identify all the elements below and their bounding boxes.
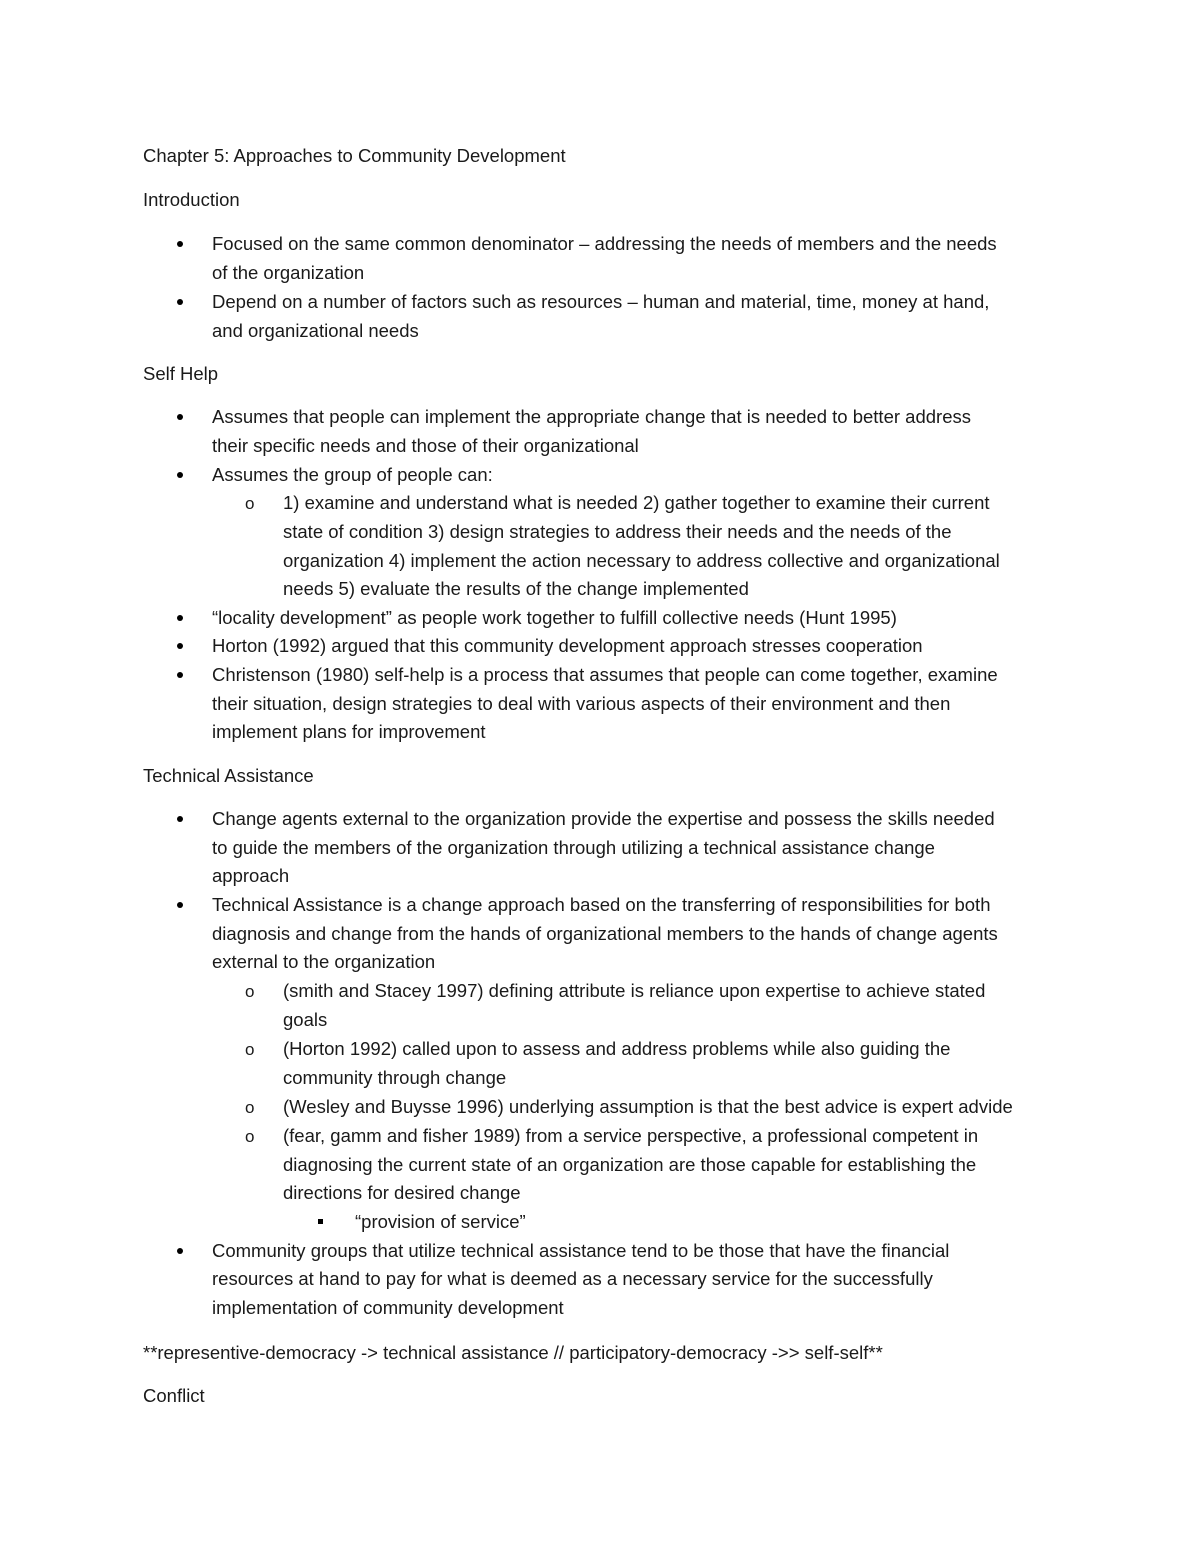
bullet-circle: o bbox=[245, 1098, 255, 1117]
summary-note: **representive-democracy -> technical assistance // participatory-democracy ->> self-self** bbox=[143, 1342, 883, 1363]
bullet-disc bbox=[177, 472, 183, 478]
bullet-circle: o bbox=[245, 982, 255, 1001]
document-page: Chapter 5: Approaches to Community Development Introduction Focused on the same common denominator – addressing the needs of members and the needs of the organization Depend on a number of factors such as resources – human and material, time, money at hand, and organizational needs Self Help Assumes that people can implement the appropriate change that is needed to better address their specific needs and those of their organizational Assumes the group of people can: o 1) examine and understand what is needed 2) gather together to examine their current state of condition 3) design strategies to address their needs and the needs of the organization 4) implement the action necessary to address collective and organizational needs 5) evaluate the results of the change implemented “locality development” as people work together to fulfill collective needs (Hunt 1995) Horton (1992) argued that this community development approach stresses cooperation Christenson (1980) self-help is a process that assumes that people can come together, examine their situation, design strategies to deal with various aspects of their environment and then implement plans for improvement Technical Assistance Change agents external to the organization provide the expertise and possess the skills needed to guide the members of the organization through utilizing a technical assistance change approach Technical Assistance is a change approach based on the transferring of responsibilities for both diagnosis and change from the hands of organizational members to the hands of change agents external to the organization o (smith and Stacey 1997) defining attribute is reliance upon expertise to achieve stated goals o (Horton 1992) called upon to assess and address problems while also guiding the community through change o (Wesley and Buysse 1996) underlying assumption is that the best advice is expert advide o (fear, gamm and fisher 1989) from a service perspective, a professional competent in diagnosing the current state of an organization are those capable for establishing the directions for desired change “provision of service” Community groups that utilize technical assistance tend to be those that have the financial resources at hand to pay for what is deemed as a necessary service for the successfully implementation of community development **representive-democracy -> technical assistance // participatory-democracy ->> self-self** Conflict bbox=[143, 145, 1013, 1406]
bullet-disc bbox=[177, 902, 183, 908]
bullet-disc bbox=[177, 241, 183, 247]
bullet-circle: o bbox=[245, 1127, 255, 1146]
section-heading-technical-assistance: Technical Assistance bbox=[143, 765, 314, 786]
section-heading-introduction: Introduction bbox=[143, 189, 240, 210]
bullet-disc bbox=[177, 615, 183, 621]
bullet-circle: o bbox=[245, 494, 255, 513]
bullet-circle: o bbox=[245, 1040, 255, 1059]
page-title: Chapter 5: Approaches to Community Development bbox=[143, 145, 566, 166]
bullet-disc bbox=[177, 816, 183, 822]
section-heading-self-help: Self Help bbox=[143, 363, 219, 384]
bullet-disc bbox=[177, 414, 183, 420]
section-heading-conflict: Conflict bbox=[143, 1385, 205, 1406]
bullet-disc bbox=[177, 299, 183, 305]
bullet-disc bbox=[177, 672, 183, 678]
bullet-disc bbox=[177, 643, 183, 649]
bullet-square bbox=[318, 1219, 323, 1224]
bullet-disc bbox=[177, 1248, 183, 1254]
